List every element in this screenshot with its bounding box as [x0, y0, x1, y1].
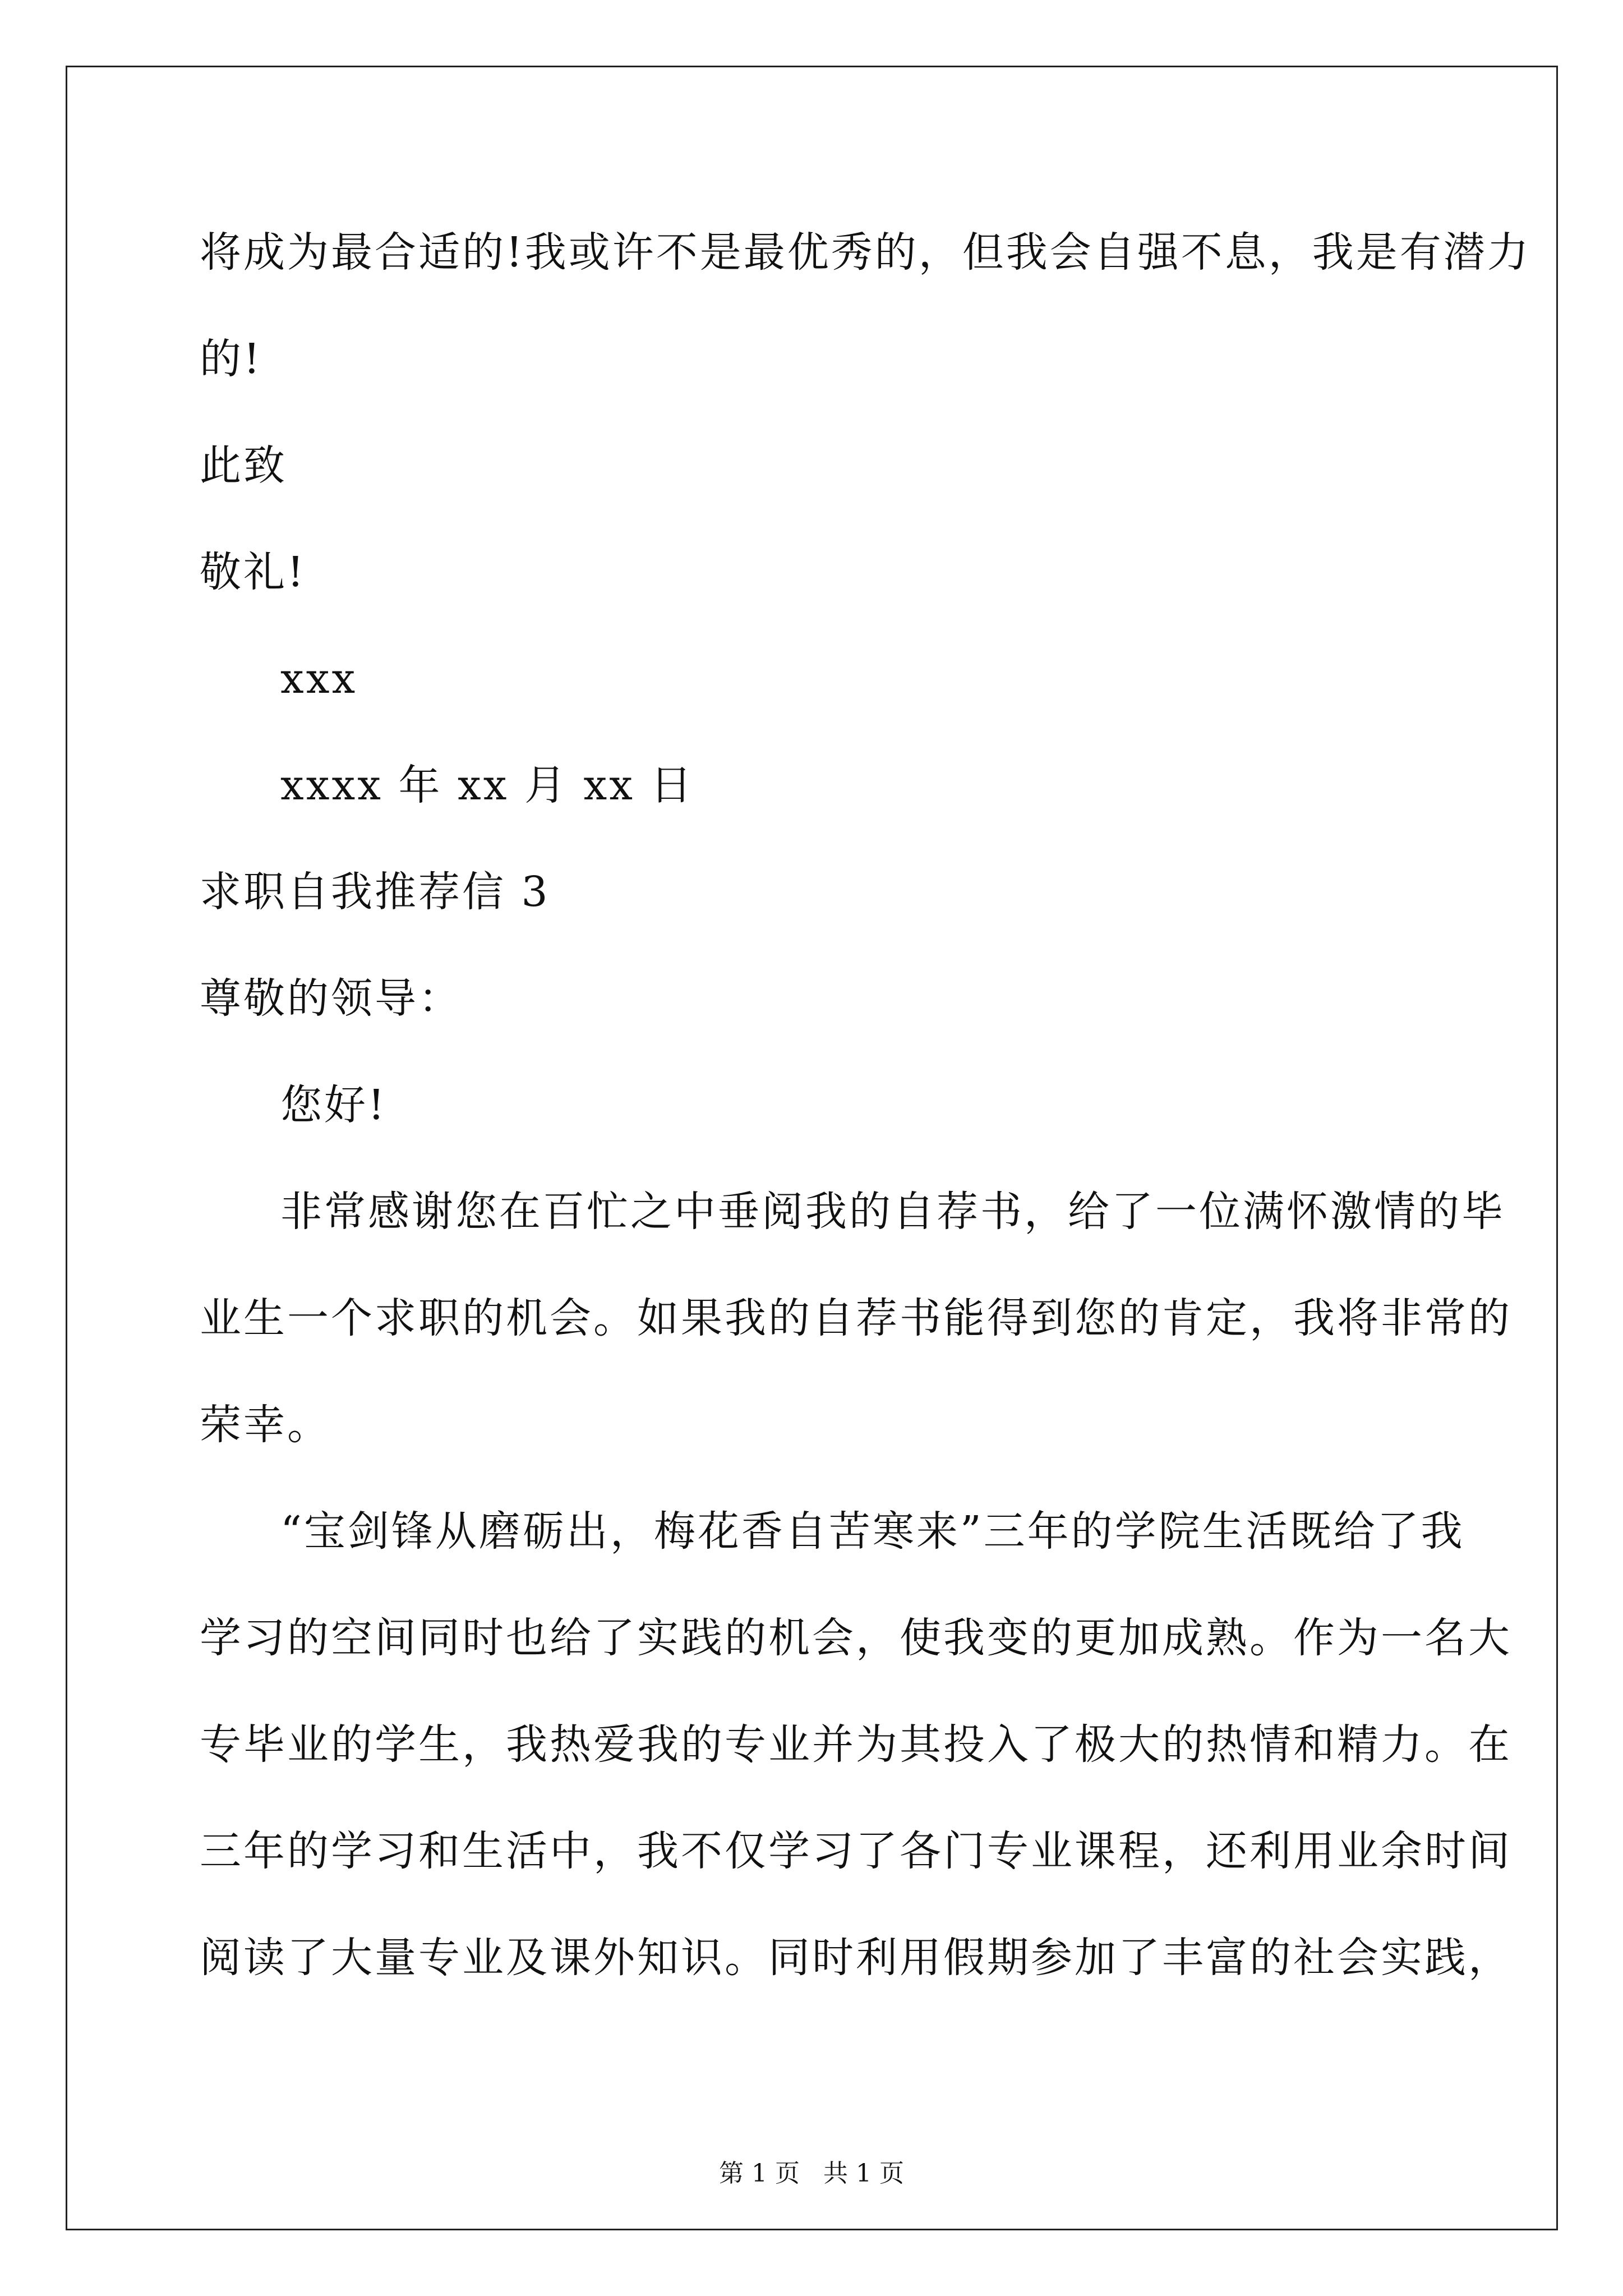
signature-name: xxx: [280, 655, 358, 703]
page-border: [66, 66, 1558, 2230]
paragraph-line: 业生一个求职的机会。如果我的自荐书能得到您的肯定，我将非常的: [200, 1294, 1512, 1342]
salutation: 尊敬的领导：: [200, 974, 462, 1023]
greeting: 您好!: [280, 1081, 387, 1129]
closing-line: 此致: [200, 441, 287, 490]
paragraph-line: 非常感谢您在百忙之中垂阅我的自荐书，给了一位满怀激情的毕: [280, 1188, 1505, 1236]
signature-date: xxxx 年 xx 月 xx 日: [280, 761, 694, 809]
paragraph-line: 专毕业的学生，我热爱我的专业并为其投入了极大的热情和精力。在: [200, 1720, 1512, 1769]
paragraph-line: “宝剑锋从磨砺出，梅花香自苦寒来”三年的学院生活既给了我: [280, 1507, 1465, 1556]
page-footer: 第 1 页 共 1 页: [719, 2159, 904, 2188]
paragraph-line: 将成为最合适的!我或许不是最优秀的，但我会自强不息，我是有潜力: [200, 228, 1531, 277]
paragraph-line: 荣幸。: [200, 1401, 331, 1449]
closing-line: 敬礼!: [200, 548, 306, 596]
paragraph-line: 学习的空间同时也给了实践的机会，使我变的更加成熟。作为一名大: [200, 1614, 1512, 1662]
paragraph-line: 的!: [200, 335, 262, 383]
paragraph-line: 三年的学习和生活中，我不仅学习了各门专业课程，还利用业余时间: [200, 1827, 1512, 1875]
letter-title: 求职自我推荐信 3: [200, 868, 550, 916]
paragraph-line: 阅读了大量专业及课外知识。同时利用假期参加了丰富的社会实践，: [200, 1934, 1512, 1982]
